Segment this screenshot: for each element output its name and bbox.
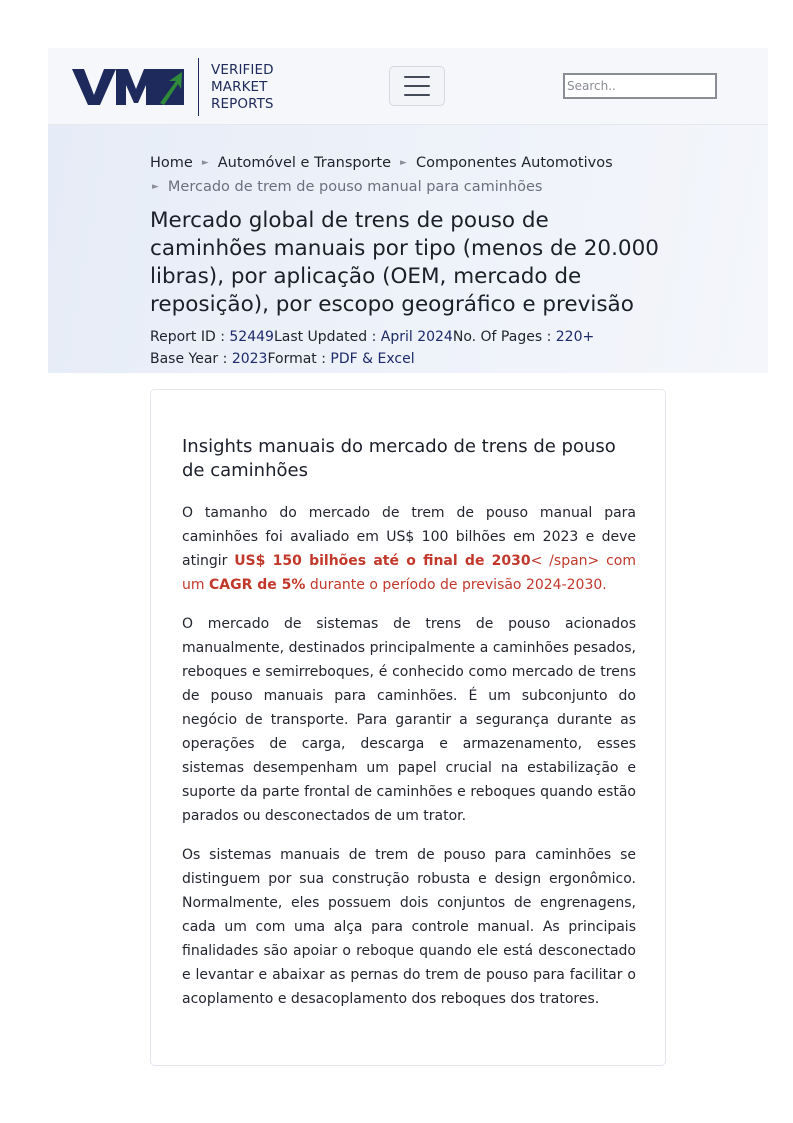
last-updated-label: Last Updated : bbox=[273, 329, 381, 345]
breadcrumb-row bbox=[150, 175, 670, 199]
insights-paragraph-3: Os sistemas manuais de trem de pouso para caminhões se distinguem por sua construção robusta e design ergonômico. Normalmente, eles possuem dois conjuntos de engrenagens, cada um com uma alça para controle manual. As principais finalidades são apoiar o reboque quando ele está desconectado e levantar e abaixar as pernas do trem de pouso para facilitar o acoplamento e desacoplamento dos reboques dos tratores. bbox=[182, 847, 636, 1007]
last-updated-value: April 2024 bbox=[380, 329, 453, 345]
hamburger-line-icon bbox=[404, 85, 430, 87]
p1-start: O tamanho do mercado de trem de pouso manual para caminhões foi avaliado em US$ 100 bilhões em 2023 e deve atingir bbox=[182, 505, 636, 569]
report-meta-row bbox=[150, 326, 670, 348]
report-meta bbox=[150, 326, 670, 370]
base-year-label: Base Year : bbox=[150, 351, 232, 367]
report-meta-row bbox=[150, 348, 670, 370]
cagr-value: CAGR de 5% bbox=[208, 577, 306, 593]
chevron-right-icon: ► bbox=[400, 158, 407, 168]
report-hero bbox=[48, 125, 768, 373]
hamburger-menu-button[interactable] bbox=[389, 66, 445, 106]
breadcrumb-home[interactable]: Home bbox=[150, 155, 193, 171]
chevron-right-icon: ► bbox=[201, 158, 209, 168]
page-title: Mercado global de trens de pouso de caminhões manuais por tipo (menos de 20.000 libras), por aplicação (OEM, mercado de reposição), por escopo geográfico e previsão bbox=[150, 208, 659, 317]
site-header bbox=[48, 48, 768, 125]
format-value: PDF & Excel bbox=[330, 351, 415, 367]
insights-card bbox=[150, 389, 666, 1066]
p1-mid: < /span> com um bbox=[182, 553, 636, 593]
hamburger-line-icon bbox=[404, 94, 430, 96]
report-id-value: 52449 bbox=[229, 329, 274, 345]
logo-line-2: MARKET bbox=[211, 78, 268, 95]
insights-content bbox=[182, 435, 636, 1026]
market-size-2030: US$ 150 bilhões até o final de 2030 bbox=[234, 553, 531, 569]
report-id-label: Report ID : bbox=[150, 329, 230, 345]
logo[interactable] bbox=[72, 58, 274, 116]
insights-paragraph-1 bbox=[182, 501, 636, 597]
logo-line-3: REPORTS bbox=[211, 95, 274, 112]
logo-line-1: VERIFIED bbox=[211, 61, 274, 78]
p1-end: durante o período de previsão 2024-2030. bbox=[305, 577, 607, 593]
format-label: Format : bbox=[267, 351, 331, 367]
breadcrumb-row bbox=[150, 151, 670, 175]
chevron-right-icon: ► bbox=[152, 182, 159, 192]
vmr-logo-mark bbox=[72, 67, 184, 107]
p1-highlight bbox=[182, 553, 636, 593]
search-input[interactable] bbox=[563, 73, 717, 99]
pages-label: No. Of Pages : bbox=[452, 329, 556, 345]
pages-value: 220+ bbox=[555, 329, 595, 345]
breadcrumb-current: Mercado de trem de pouso manual para caminhões bbox=[167, 179, 543, 195]
hamburger-line-icon bbox=[404, 76, 430, 78]
breadcrumb-automotive[interactable]: Automóvel e Transporte bbox=[217, 155, 392, 171]
insights-paragraph-2: O mercado de sistemas de trens de pouso acionados manualmente, destinados principalmente a caminhões pesados, reboques e semirreboques, é conhecido como mercado de trens de pouso manuais para caminhões. É um subconjunto do negócio de transporte. Para garantir a segurança durante as operações de carga, descarga e armazenamento, esses sistemas desempenham um papel crucial na estabilização e suporte da parte frontal de caminhões e reboques quando estão parados ou desconectados de um trator. bbox=[182, 616, 636, 824]
breadcrumb-components[interactable]: Componentes Automotivos bbox=[415, 155, 613, 171]
breadcrumb bbox=[150, 151, 670, 199]
base-year-value: 2023 bbox=[231, 351, 268, 367]
logo-divider bbox=[198, 58, 199, 116]
insights-heading: Insights manuais do mercado de trens de pouso de caminhões bbox=[182, 436, 616, 481]
logo-wordmark bbox=[211, 62, 274, 113]
